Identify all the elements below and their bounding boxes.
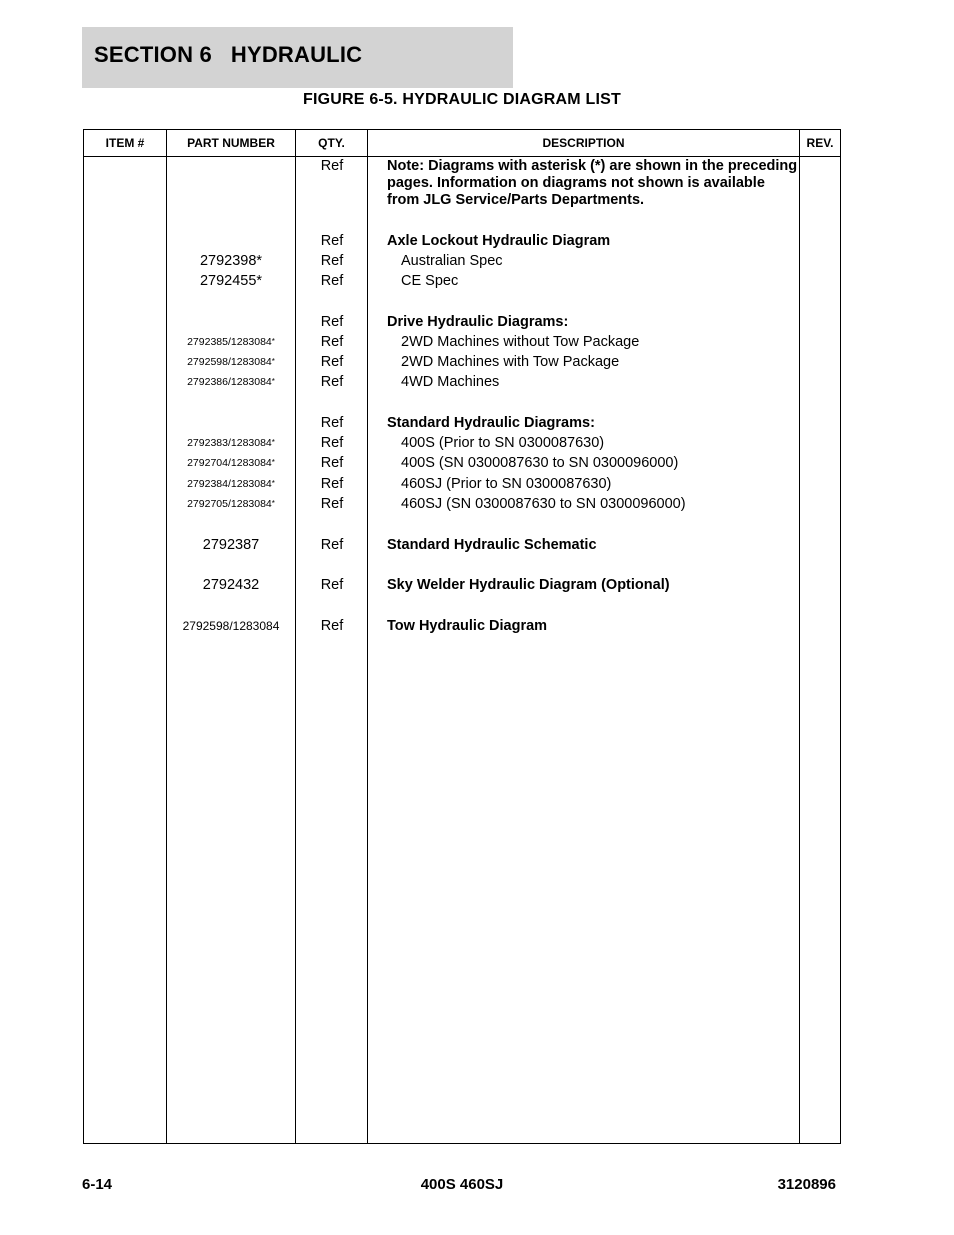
asterisk-mark: * [271, 499, 275, 508]
column-divider [799, 130, 800, 1143]
row-description: 460SJ (SN 0300087630 to SN 0300096000) [401, 496, 686, 512]
asterisk-mark: * [271, 357, 275, 366]
row-part-number: 2792398* [199, 253, 263, 269]
row-description: 2WD Machines without Tow Package [401, 334, 640, 350]
row-description: CE Spec [401, 273, 459, 289]
asterisk-mark: * [271, 337, 275, 346]
row-qty: Ref [320, 577, 344, 593]
row-qty: Ref [320, 455, 344, 471]
row-qty: Ref [320, 253, 344, 269]
row-part-number: 2792455* [199, 273, 263, 289]
row-description: 400S (SN 0300087630 to SN 0300096000) [401, 455, 679, 471]
row-note: Note: Diagrams with asterisk (*) are shown in the preceding pages. Information on diagrams not shown is available from JLG Service/Parts Departments. [387, 158, 798, 208]
row-qty: Ref [320, 537, 344, 553]
row-description: Tow Hydraulic Diagram [387, 618, 548, 634]
row-part-number: 2792386/1283084* [187, 376, 275, 388]
row-part-number: 2792432 [202, 577, 260, 593]
row-description: 2WD Machines with Tow Package [401, 354, 620, 370]
row-description: 400S (Prior to SN 0300087630) [401, 435, 605, 451]
row-description: Standard Hydraulic Diagrams: [387, 415, 595, 431]
row-qty: Ref [320, 158, 344, 174]
row-part-number: 2792598/1283084* [187, 356, 275, 368]
asterisk-mark: * [271, 377, 275, 386]
row-part-number: 2792704/1283084* [187, 457, 275, 469]
row-description: Sky Welder Hydraulic Diagram (Optional) [387, 577, 670, 593]
footer-page-number: 6-14 [82, 1176, 113, 1193]
header-qty: QTY. [318, 136, 345, 150]
row-description: Axle Lockout Hydraulic Diagram [387, 233, 611, 249]
row-qty: Ref [320, 334, 344, 350]
row-qty: Ref [320, 415, 344, 431]
asterisk-mark: * [271, 479, 275, 488]
footer-doc-number: 3120896 [777, 1176, 836, 1193]
row-qty: Ref [320, 435, 344, 451]
header-divider [84, 156, 840, 157]
header-description: DESCRIPTION [542, 136, 625, 150]
asterisk-mark: * [271, 438, 275, 447]
section-banner [82, 27, 513, 88]
row-part-number: 2792384/1283084* [187, 478, 275, 490]
section-title: SECTION 6 HYDRAULIC [94, 42, 363, 67]
asterisk-mark: * [271, 458, 275, 467]
row-qty: Ref [320, 314, 344, 330]
row-qty: Ref [320, 354, 344, 370]
row-qty: Ref [320, 374, 344, 390]
row-part-number: 2792383/1283084* [187, 437, 275, 449]
row-qty: Ref [320, 496, 344, 512]
row-description: 460SJ (Prior to SN 0300087630) [401, 476, 612, 492]
header-part-number: PART NUMBER [187, 136, 275, 150]
row-qty: Ref [320, 233, 344, 249]
row-part-number: 2792387 [202, 537, 260, 553]
row-description: 4WD Machines [401, 374, 500, 390]
row-part-number: 2792385/1283084* [187, 336, 275, 348]
footer-model: 400S 460SJ [420, 1176, 504, 1193]
row-qty: Ref [320, 618, 344, 634]
row-description: Standard Hydraulic Schematic [387, 537, 597, 553]
row-part-number: 2792705/1283084* [187, 498, 275, 510]
row-qty: Ref [320, 476, 344, 492]
header-rev: REV. [806, 136, 834, 150]
parts-table [83, 129, 841, 1144]
row-description: Australian Spec [401, 253, 503, 269]
row-part-number: 2792598/1283084 [182, 619, 280, 633]
header-item: ITEM # [105, 136, 145, 150]
row-qty: Ref [320, 273, 344, 289]
figure-title: FIGURE 6-5. HYDRAULIC DIAGRAM LIST [303, 91, 621, 108]
row-description: Drive Hydraulic Diagrams: [387, 314, 569, 330]
